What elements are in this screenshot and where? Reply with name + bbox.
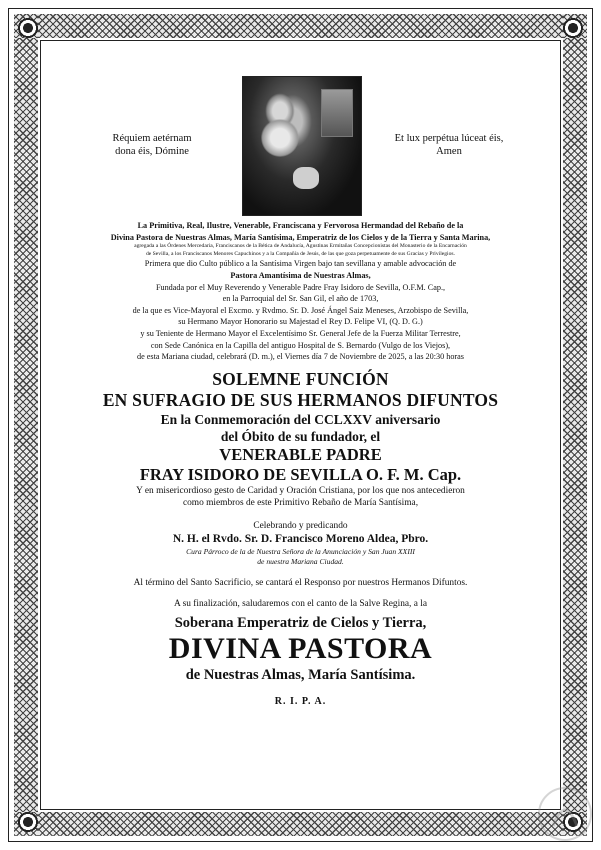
title-line: FRAY ISIDORO DE SEVILLA O. F. M. Cap. <box>139 464 462 484</box>
body-line: de esta Mariana ciudad, celebrará (D. m.), el Viernes día 7 de Noviembre de 2025, a las 20:30 horas <box>137 352 464 362</box>
latin-left-line: Réquiem aetérnam <box>112 133 192 144</box>
hermandad-block <box>52 220 549 258</box>
hermandad-line: La Primitiva, Real, Ilustre, Venerable, Franciscana y Fervorosa Hermandad del Rebaño de la <box>137 221 464 230</box>
document-content <box>52 56 549 798</box>
title-line: del Óbito de su fundador, el <box>220 428 381 444</box>
mercy-block <box>52 485 549 510</box>
hermandad-line: Divina Pastora de Nuestras Almas, María Santísima, Emperatriz de los Cielos y de la Tierra y Santa Marina, <box>110 232 491 242</box>
preacher-role: Cura Párroco de la de Nuestra Señora de la Anunciación y San Juan XXIII <box>186 547 415 557</box>
latin-right <box>379 132 519 158</box>
celebrating-label: Celebrando y predicando <box>253 520 348 531</box>
latin-left <box>82 132 222 158</box>
body-line: de la que es Vice-Mayoral el Excmo. y Rvdmo. Sr. D. José Ángel Saiz Meneses, Arzobispo de Sevilla, <box>132 305 469 315</box>
celebrating-block <box>52 520 549 568</box>
almas-heading: de Nuestras Almas, María Santísima. <box>185 667 416 684</box>
body-line: Fundada por el Muy Reverendo y Venerable Padre Fray Isidoro de Sevilla, O.F.M. Cap., <box>155 282 446 292</box>
divina-pastora-heading: DIVINA PASTORA <box>168 632 433 666</box>
body-line: Pastora Amantísima de Nuestras Almas, <box>230 270 371 280</box>
hermandad-small: agregada a las Órdenes Mercedaria, Franciscanos de la Bética de Andalucía, Agustinas Ermitañas Concepcionistas del Monasterio de la Encarnación <box>134 243 467 250</box>
corner-ornament <box>556 11 590 45</box>
header <box>52 56 549 214</box>
title-block <box>52 369 549 485</box>
preacher-role: de nuestra Mariana Ciudad. <box>257 557 344 567</box>
title-line: En la Conmemoración del CCLXXV aniversario <box>160 411 441 427</box>
corner-ornament <box>11 11 45 45</box>
mercy-line: Y en misericordioso gesto de Caridad y Oración Cristiana, por los que nos antecedieron <box>136 485 465 496</box>
watermark-logo <box>535 784 595 844</box>
latin-left-line: dona éis, Dómine <box>115 146 189 157</box>
latin-right-line: Et lux perpétua lúceat éis, <box>394 133 504 144</box>
body-line: y su Teniente de Hermano Mayor el Excelentísimo Sr. General Jefe de la Fuerza Militar Terrestre, <box>140 328 461 338</box>
body-line: su Hermano Mayor Honorario su Majestad el Rey D. Felipe VI, (Q. D. G.) <box>178 317 423 327</box>
preacher-name: N. H. el Rvdo. Sr. D. Francisco Moreno Aldea, Pbro. <box>172 533 429 546</box>
title-line: EN SUFRAGIO DE SUS HERMANOS DIFUNTOS <box>102 389 499 410</box>
title-line: SOLEMNE FUNCIÓN <box>212 368 389 389</box>
portrait-image <box>242 76 362 216</box>
mercy-line: como miembros de este Primitivo Rebaño de María Santísima, <box>182 498 419 509</box>
soberana-heading: Soberana Emperatriz de Cielos y Tierra, <box>174 615 427 632</box>
title-line: VENERABLE PADRE <box>219 444 382 464</box>
body-block <box>52 258 549 362</box>
body-line: Primera que dio Culto público a la Santísima Virgen bajo tan sevillana y amable advocación de <box>144 259 457 269</box>
corner-ornament <box>11 805 45 839</box>
hermandad-small: de Sevilla, a los Franciscanos Menores Capuchinos y a la Compañía de Jesús, de las que goza perpetuamente de sus Gracias y Privilegios. <box>146 250 455 257</box>
salve-text: A su finalización, saludaremos con el canto de la Salve Regina, a la <box>173 598 428 609</box>
body-line: con Sede Canónica en la Capilla del antiguo Hospital de S. Bernardo (Vulgo de los Viejos), <box>150 340 451 350</box>
body-line: en la Parroquial del Sr. San Gil, el año de 1703, <box>222 294 379 304</box>
latin-right-line: Amen <box>436 146 462 157</box>
responso-text: Al término del Santo Sacrificio, se cantará el Responso por nuestros Hermanos Difuntos. <box>133 578 468 589</box>
ripa-text: R. I. P. A. <box>274 696 327 708</box>
